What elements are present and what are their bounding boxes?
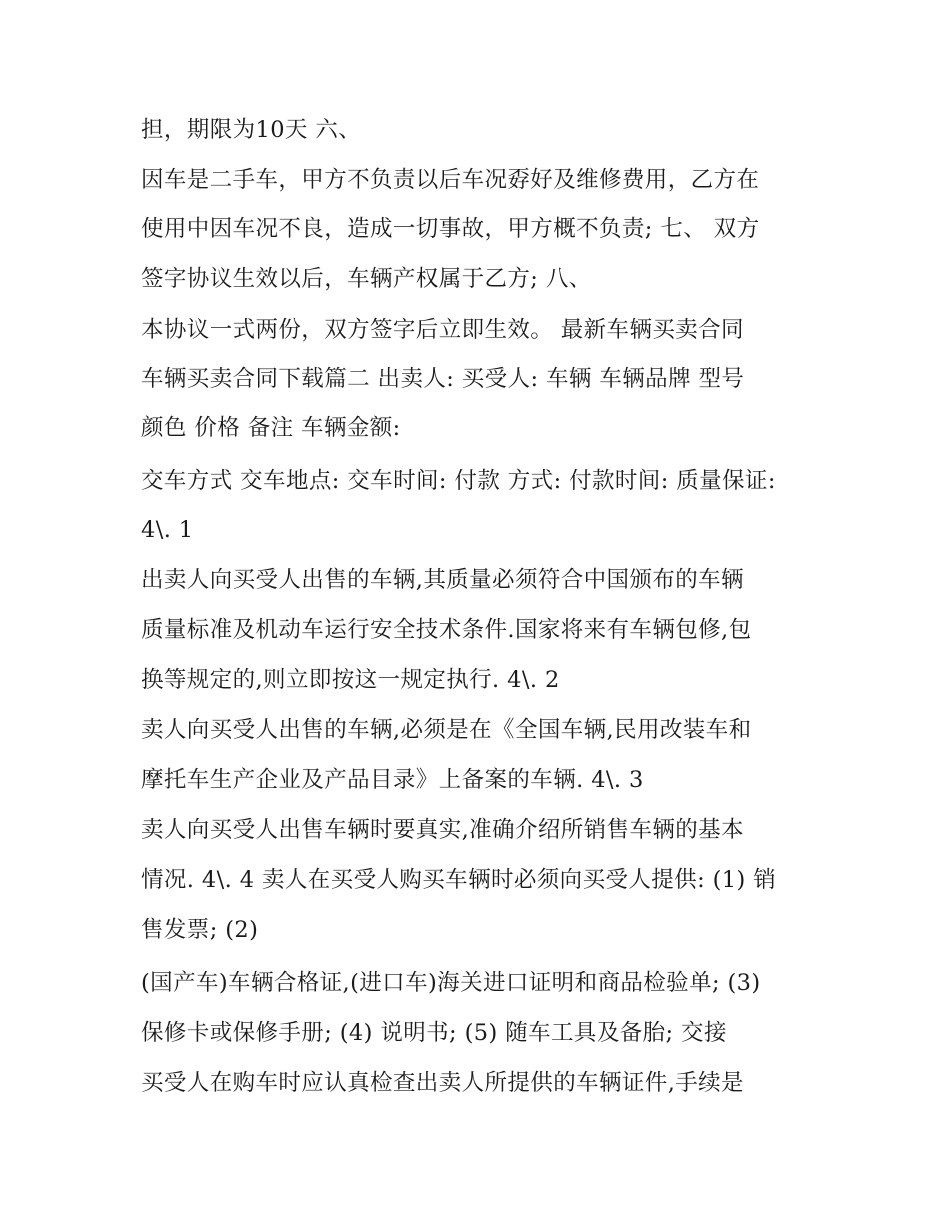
text-line: 担，期限为10天 六、 [141,117,362,143]
text-line: 4\. 1 [141,517,194,543]
text-line: 保修卡或保修手册; (4) 说明书; (5) 随车工具及备胎; 交接 [141,1020,727,1046]
text-line: 售发票; (2) [141,917,259,943]
text-line: 交车方式 交车地点: 交车时间: 付款 方式: 付款时间: 质量保证: [141,468,776,494]
text-line: 使用中因车况不良，造成一切事故，甲方概不负责; 七、 双方 [141,216,760,242]
text-line: 情况. 4\. 4 卖人在买受人购买车辆时必须向买受人提供: (1) 销 [141,867,777,893]
text-line: 本协议一式两份，双方签字后立即生效。 最新车辆买卖合同 [141,317,744,343]
text-line: 卖人向买受人出售的车辆,必须是在《全国车辆,民用改装车和 [141,717,752,743]
text-line: 因车是二手车，甲方不负责以后车况孬好及维修费用，乙方在 [141,167,760,193]
text-line: 签字协议生效以后，车辆产权属于乙方; 八、 [141,266,592,292]
text-line: 颜色 价格 备注 车辆金额: [141,415,401,441]
text-line: 买受人在购车时应认真检查出卖人所提供的车辆证件,手续是 [141,1070,744,1096]
text-line: 换等规定的,则立即按这一规定执行. 4\. 2 [141,667,560,693]
text-line: 质量标准及机动车运行安全技术条件.国家将来有车辆包修,包 [141,617,752,643]
text-line: 卖人向买受人出售车辆时要真实,准确介绍所销售车辆的基本 [141,817,744,843]
text-line: (国产车)车辆合格证,(进口车)海关进口证明和商品检验单; (3) [141,970,761,996]
text-line: 摩托车生产企业及产品目录》上备案的车辆. 4\. 3 [141,767,644,793]
text-line: 出卖人向买受人出售的车辆,其质量必须符合中国颁布的车辆 [141,567,744,593]
text-line: 车辆买卖合同下载篇二 出卖人: 买受人: 车辆 车辆品牌 型号 [141,366,745,392]
